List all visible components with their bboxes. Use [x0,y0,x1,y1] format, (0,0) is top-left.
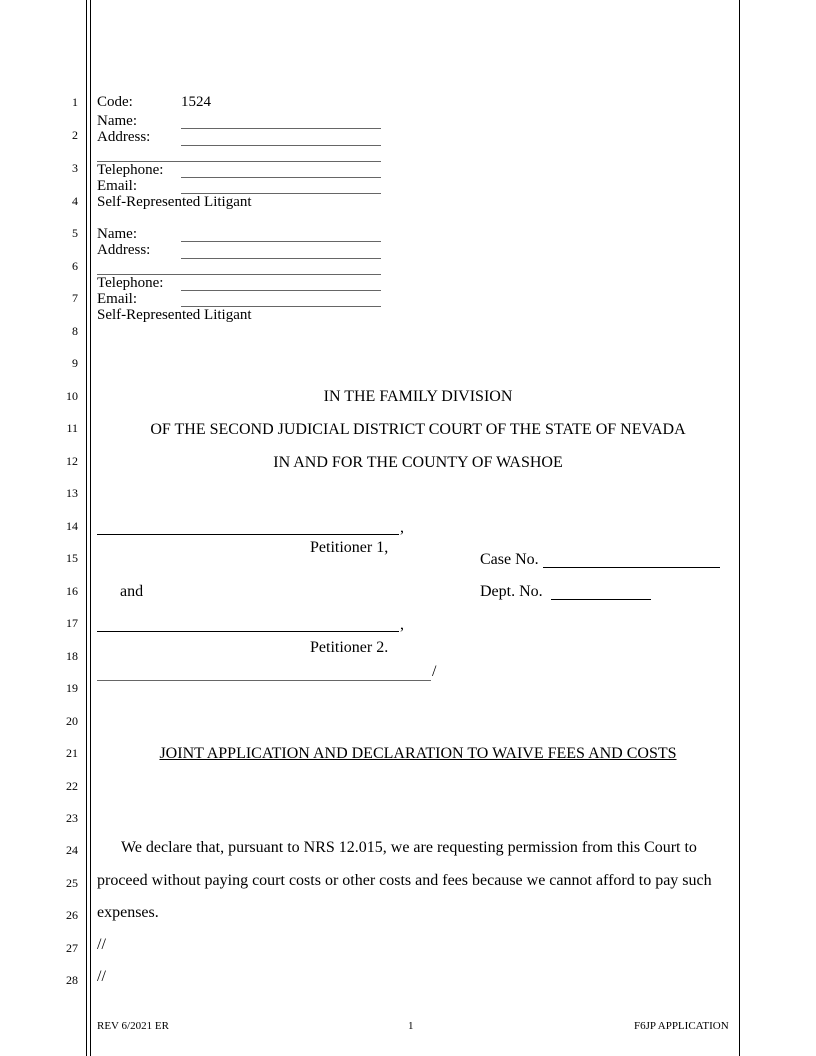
dept-no-label: Dept. No. [480,583,543,600]
line-number: 6 [72,259,78,273]
document-title [96,745,740,763]
continuation-mark: // [97,936,106,953]
party1-telephone-label: Telephone: [97,162,164,178]
line-number: 9 [72,356,78,370]
petitioner1-label: Petitioner 1, [310,539,389,556]
code-value: 1524 [181,94,211,110]
line-number: 11 [66,421,78,435]
petitioner1-name-field[interactable] [97,534,399,535]
petitioner1-comma: , [400,519,404,536]
line-number: 20 [66,714,78,728]
line-number: 12 [66,454,78,468]
party2-name-field[interactable] [181,241,381,242]
party1-email-label: Email: [97,178,137,194]
line-number: 10 [66,389,78,403]
document-title-text: JOINT APPLICATION AND DECLARATION TO WAIVE FEES AND COSTS [159,745,677,762]
party2-name-label: Name: [97,226,137,242]
declaration-line2: proceed without paying court costs or other costs and fees because we cannot afford to pay such [97,872,712,889]
line-number: 25 [66,876,78,890]
line-number: 24 [66,843,78,857]
court-heading-line1: IN THE FAMILY DIVISION [323,388,513,405]
left-margin-rule-2 [90,0,91,1056]
line-number: 21 [66,746,78,760]
case-no-label: Case No. [480,551,539,568]
line-number: 1 [72,95,78,109]
footer-form-id: F6JP APPLICATION [634,1020,729,1032]
caption-closing-slash: / [432,663,437,680]
line-number: 18 [66,649,78,663]
line-number: 7 [72,291,78,305]
party1-address-label: Address: [97,129,151,145]
line-number: 5 [72,226,78,240]
left-margin-rule-1 [86,0,87,1056]
line-number: 22 [66,779,78,793]
court-heading-line2: OF THE SECOND JUDICIAL DISTRICT COURT OF THE STATE OF NEVADA [150,421,686,438]
and-text: and [120,583,144,600]
case-no-field[interactable] [543,567,720,568]
petitioner2-comma: , [400,616,404,633]
line-number: 14 [66,519,78,533]
line-number: 19 [66,681,78,695]
party2-address-field[interactable] [181,258,381,259]
footer-page-number: 1 [408,1020,414,1032]
line-number: 27 [66,941,78,955]
line-number: 28 [66,973,78,987]
party2-telephone-field[interactable] [181,290,381,291]
line-number: 3 [72,161,78,175]
court-heading-line3: IN AND FOR THE COUNTY OF WASHOE [273,454,563,471]
line-number: 4 [72,194,78,208]
line-number: 8 [72,324,78,338]
line-number: 2 [72,128,78,142]
party2-address-label: Address: [97,242,151,258]
line-number: 26 [66,908,78,922]
party2-email-label: Email: [97,291,137,307]
party1-telephone-field[interactable] [181,177,381,178]
caption-closing-rule [97,680,431,681]
party2-role: Self-Represented Litigant [97,307,252,323]
declaration-line3: expenses. [97,904,159,921]
petitioner2-name-field[interactable] [97,631,399,632]
party2-telephone-label: Telephone: [97,275,164,291]
declaration-line1: We declare that, pursuant to NRS 12.015, we are requesting permission from this Court to [121,839,697,856]
footer-revision: REV 6/2021 ER [97,1020,169,1032]
party1-name-label: Name: [97,113,137,129]
line-number: 17 [66,616,78,630]
right-margin-rule [739,0,740,1056]
line-number: 15 [66,551,78,565]
dept-no-field[interactable] [551,599,651,600]
code-label: Code: [97,94,133,110]
party1-role: Self-Represented Litigant [97,194,252,210]
line-number: 16 [66,584,78,598]
petitioner2-label: Petitioner 2. [310,639,389,656]
line-number: 13 [66,486,78,500]
party1-name-field[interactable] [181,128,381,129]
continuation-mark: // [97,968,106,985]
party1-address-field[interactable] [181,145,381,146]
line-number: 23 [66,811,78,825]
